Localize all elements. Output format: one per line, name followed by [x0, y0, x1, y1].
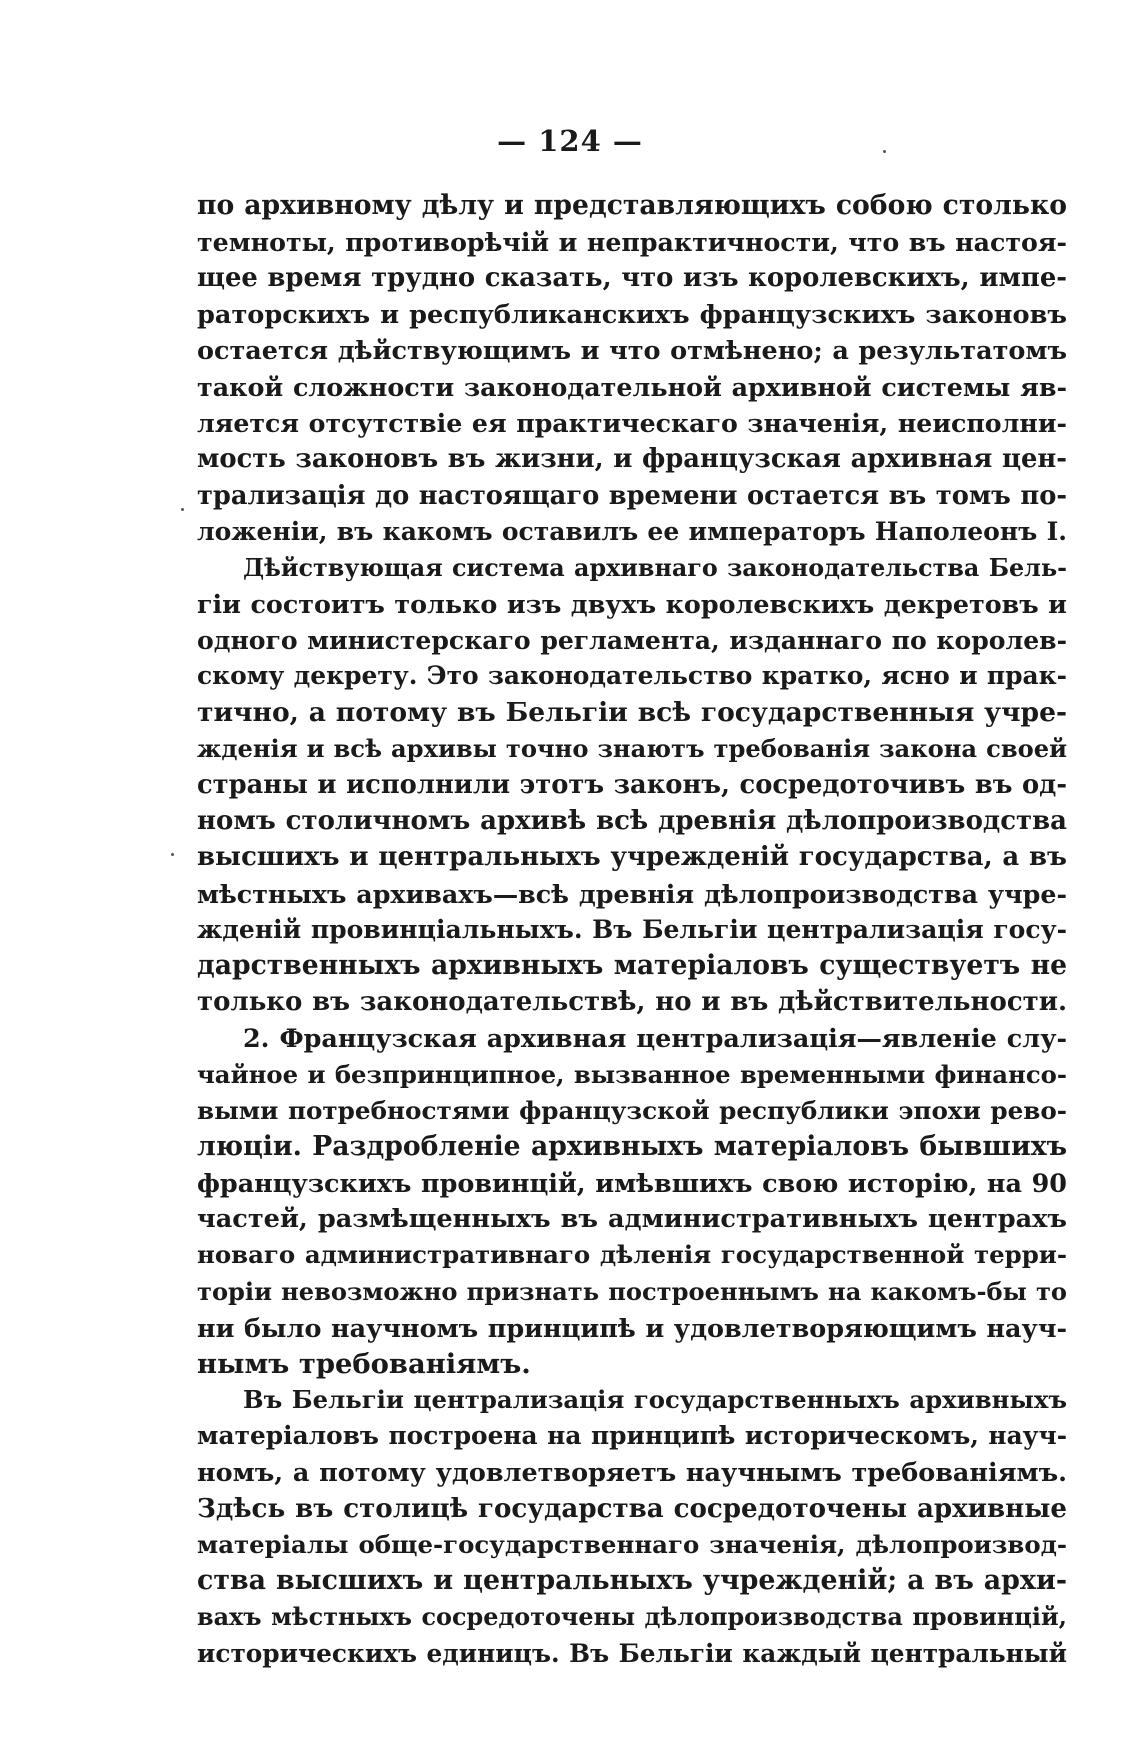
text-line: Здѣсь въ столицѣ государства сосредоточены архивные: [197, 1492, 1067, 1524]
text-line: щее время трудно сказать, что изъ королевскихъ, импе-: [197, 263, 1067, 294]
text-line: люціи. Раздробленіе архивныхъ матеріаловъ бывшихъ: [197, 1130, 1067, 1162]
text-line: тично, а потому въ Бельгіи всѣ государственныя учре-: [197, 696, 1067, 728]
text-line: гіи состоитъ только изъ двухъ королевскихъ декретовъ и: [197, 589, 1067, 620]
text-line: жденія и всѣ архивы точно знаютъ требованія закона своей: [197, 733, 1067, 763]
text-line: трализація до настоящаго времени остается въ томъ по-: [197, 480, 1067, 511]
text-line: дарственныхъ архивныхъ матеріаловъ существуетъ не: [197, 949, 1067, 981]
text-line: ства высшихъ и центральныхъ учрежденій; а въ архи-: [197, 1565, 1067, 1597]
text-line: ни было научномъ принципѣ и удовлетворяющимъ науч-: [197, 1312, 1067, 1343]
text-line: французскихъ провинцій, имѣвшихъ свою исторію, на 90: [197, 1168, 1067, 1199]
text-line: матеріалы обще-государственнаго значенія, дѣлопроизвод-: [197, 1529, 1067, 1559]
text-line: историческихъ единицъ. Въ Бельгіи каждый центральный: [197, 1638, 1067, 1668]
text-line: темноты, противорѣчій и непрактичности, что въ настоя-: [197, 227, 1067, 258]
text-line: раторскихъ и республиканскихъ французскихъ законовъ: [197, 299, 1067, 330]
print-speck: [171, 853, 174, 856]
text-line: частей, размѣщенныхъ въ административныхъ центрахъ: [197, 1204, 1067, 1235]
text-line: мѣстныхъ архивахъ—всѣ древнія дѣлопроизводства учре-: [197, 878, 1067, 909]
text-line: одного министерскаго регламента, изданнаго по королев-: [197, 625, 1067, 656]
text-line: высшихъ и центральныхъ учрежденій государства, а въ: [197, 842, 1067, 873]
text-line: вахъ мѣстныхъ сосредоточены дѣлопроизводства провинцій,: [197, 1603, 1067, 1632]
text-line: номъ, а потому удовлетворяетъ научнымъ требованіямъ.: [197, 1457, 1067, 1488]
page-number: — 124 —: [497, 124, 643, 158]
text-line: нымъ требованіямъ.: [197, 1348, 531, 1380]
text-line: чайное и безпринципное, вызванное временными финансо-: [197, 1059, 1067, 1089]
text-line: выми потребностями французской республики эпохи рево-: [197, 1095, 1067, 1125]
text-line: 2. Французская архивная централизація—явленіе слу-: [243, 1023, 1067, 1054]
print-speck: [883, 150, 886, 153]
text-line: страны и исполнили этотъ законъ, сосредоточивъ въ од-: [197, 770, 1067, 800]
text-line: остается дѣйствующимъ и что отмѣнено; а результатомъ: [197, 335, 1067, 366]
text-line: номъ столичномъ архивѣ всѣ древнія дѣлопроизводства: [197, 806, 1067, 837]
text-line: жденій провинціальныхъ. Въ Бельгіи централизація госу-: [197, 914, 1067, 944]
text-line: ложеніи, въ какомъ оставилъ ее императоръ Наполеонъ I.: [197, 516, 1067, 546]
text-line: Въ Бельгіи централизація государственныхъ архивныхъ: [243, 1385, 1067, 1415]
text-line: по архивному дѣлу и представляющихъ собою столько: [197, 190, 1067, 221]
text-line: только въ законодательствѣ, но и въ дѣйствительности.: [197, 987, 1067, 1018]
text-line: Дѣйствующая система архивнаго законодательства Бель-: [243, 553, 1067, 582]
text-line: ляется отсутствіе ея практическаго значенія, неисполни-: [197, 408, 1067, 439]
text-line: такой сложности законодательной архивной системы яв-: [197, 371, 1067, 402]
body-text: [197, 188, 1067, 1672]
text-line: торіи невозможно признать построеннымъ на какомъ-бы то: [197, 1276, 1067, 1306]
print-speck: [181, 508, 184, 511]
text-line: мость законовъ въ жизни, и французская архивная цен-: [197, 444, 1067, 475]
text-line: матеріаловъ построена на принципѣ историческомъ, науч-: [197, 1421, 1067, 1451]
text-line: скому декрету. Это законодательство кратко, ясно и прак-: [197, 661, 1067, 691]
text-line: новаго административнаго дѣленія государственной терри-: [197, 1240, 1067, 1270]
